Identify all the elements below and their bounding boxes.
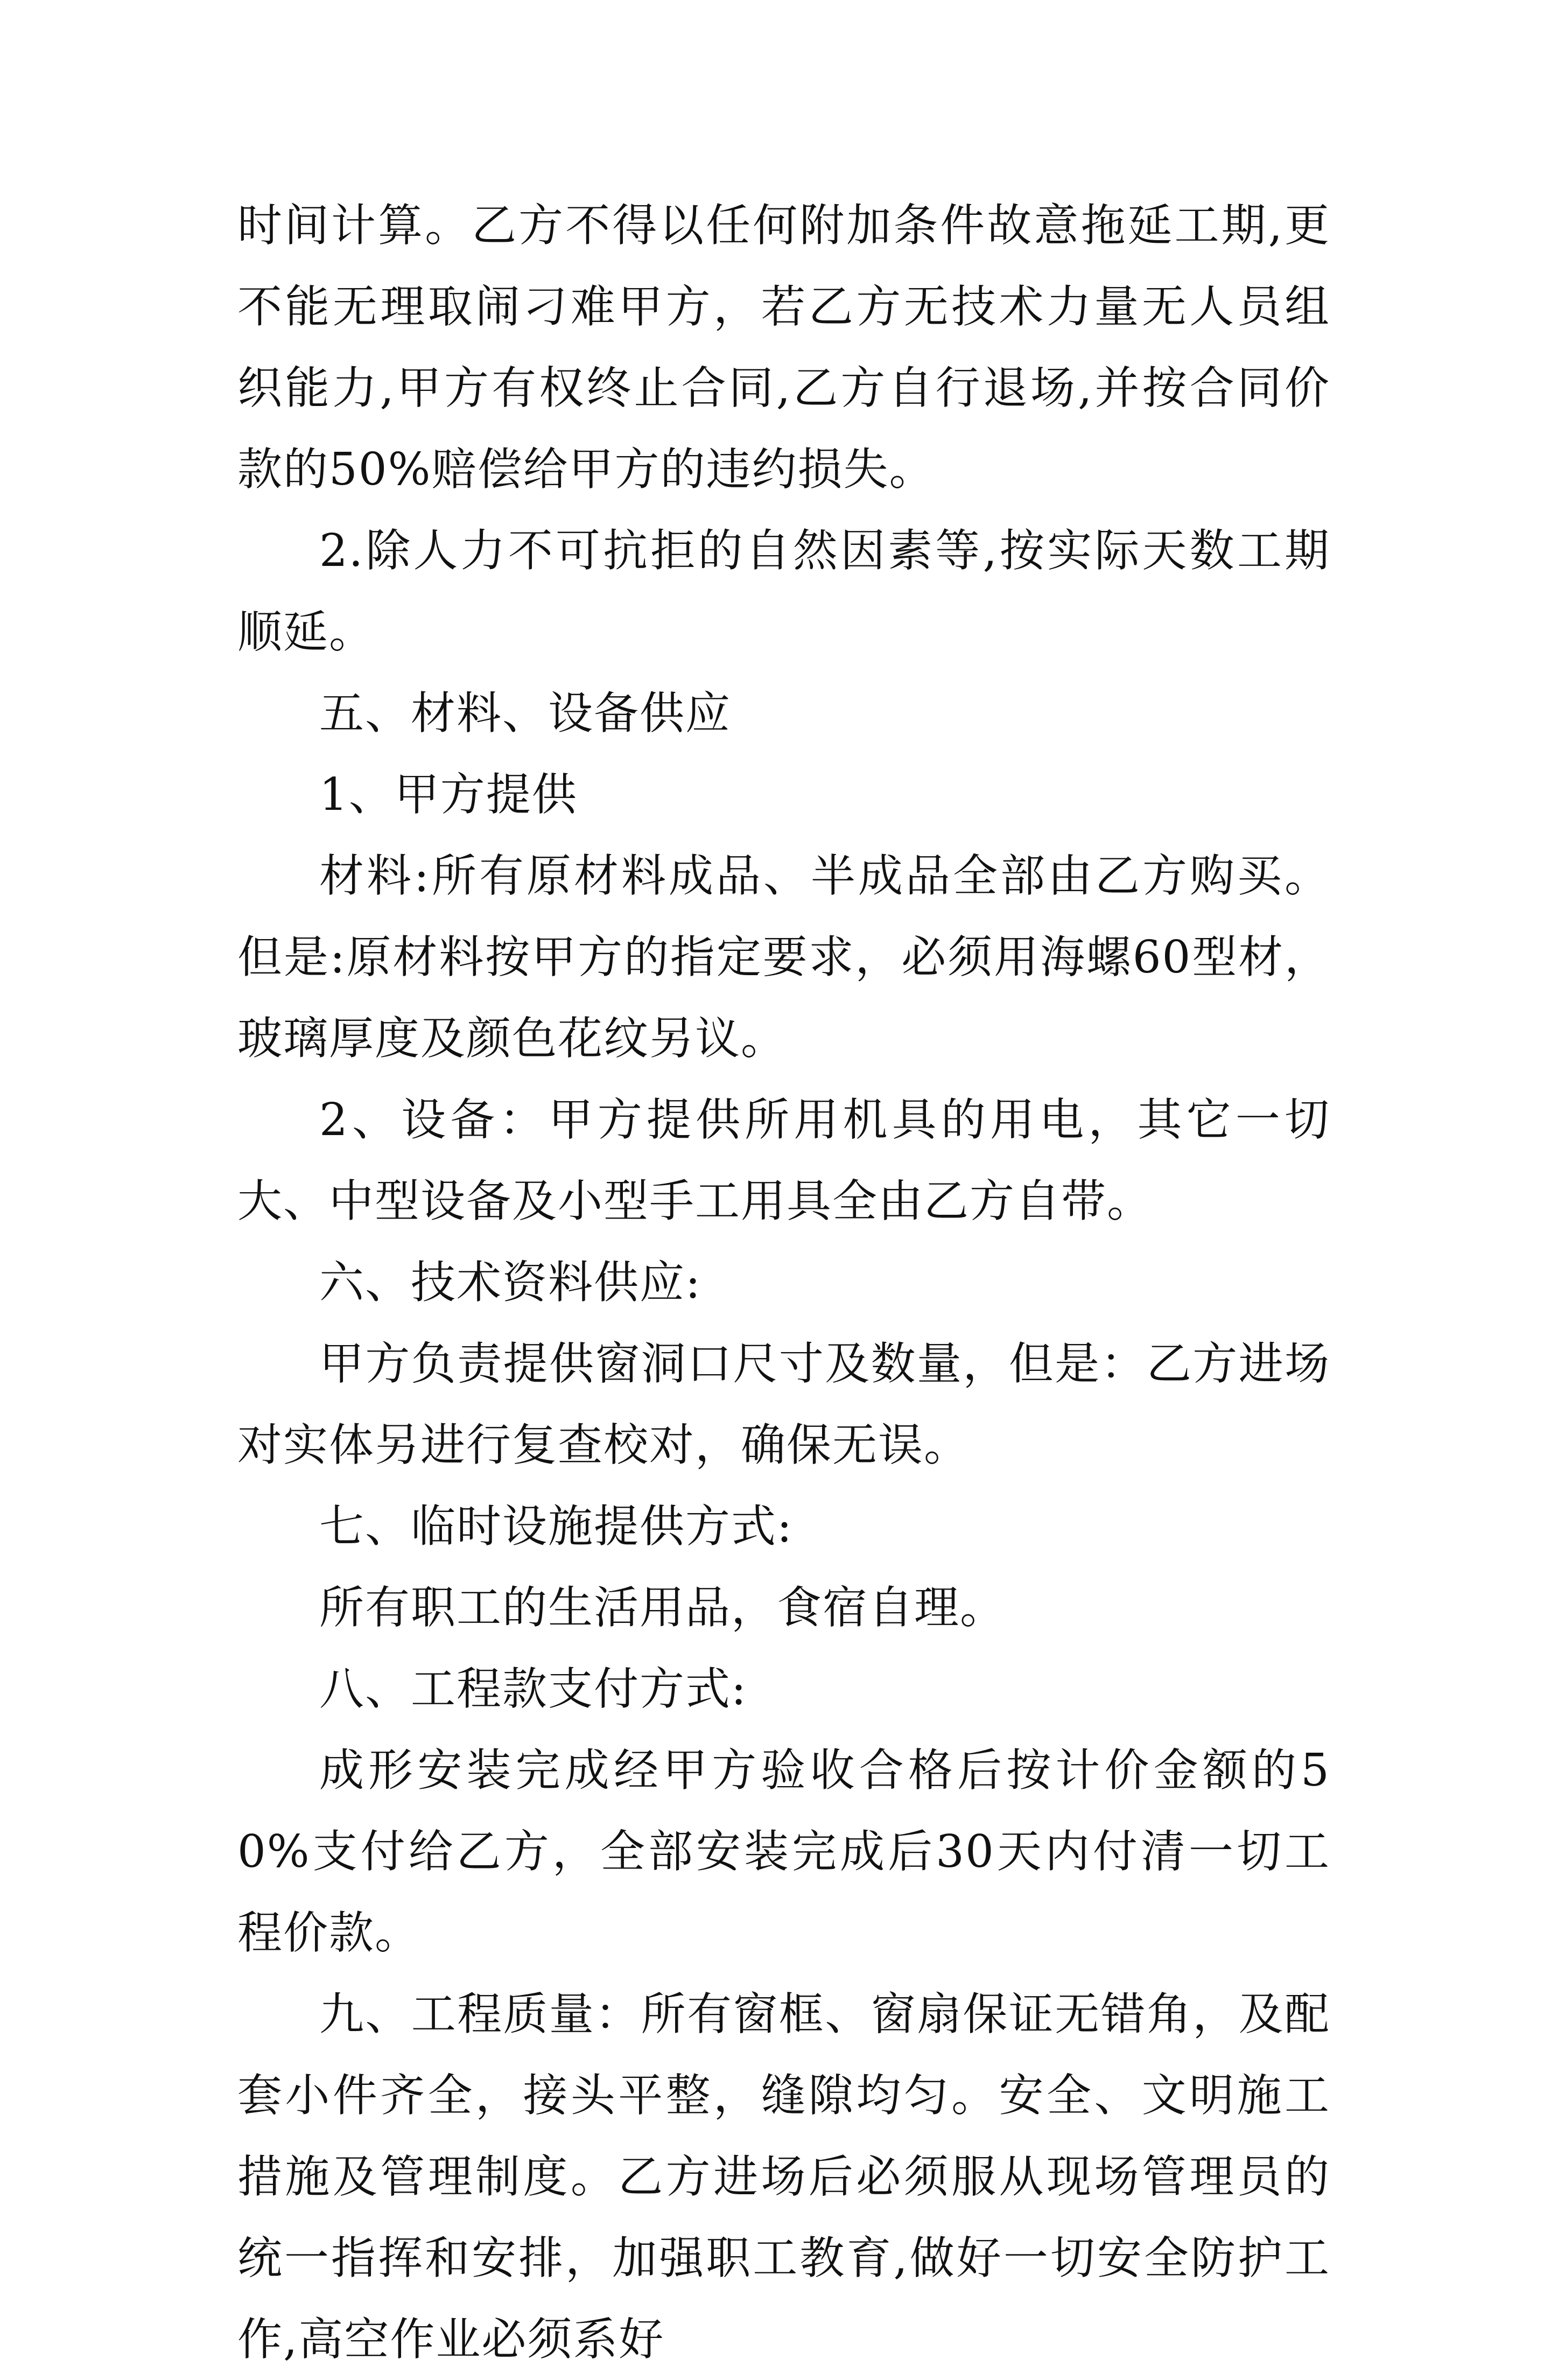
paragraph-technical-data: 甲方负责提供窗洞口尺寸及数量，但是：乙方进场对实体另进行复查校对，确保无误。 xyxy=(237,1338,1330,1471)
paragraph-payment: 成形安装完成经甲方验收合格后按计价金额的50%支付给乙方，全部安装完成后30天内付清一切工程价款。 xyxy=(237,1744,1330,1959)
section-heading-7: 七、临时设施提供方式: xyxy=(319,1500,793,1552)
paragraph-continuation: 时间计算。乙方不得以任何附加条件故意拖延工期,更不能无理取闹刁难甲方，若乙方无技术力量无人员组织能力,甲方有权终止合同,乙方自行退场,并按合同价款的50%赔偿给甲方的违约损失。 xyxy=(237,199,1330,495)
paragraph-clause-4-2: 2.除人力不可抗拒的自然因素等,按实际天数工期顺延。 xyxy=(237,524,1330,658)
section-heading-6: 六、技术资料供应: xyxy=(319,1256,701,1308)
paragraph-temporary-facilities: 所有职工的生活用品，食宿自理。 xyxy=(319,1581,1006,1634)
section-heading-8: 八、工程款支付方式: xyxy=(319,1663,747,1715)
paragraph-quality: 九、工程质量：所有窗框、窗扇保证无错角，及配套小件齐全，接头平整，缝隙均匀。安全、文明施工措施及管理制度。乙方进场后必须服从现场管理员的统一指挥和安排，加强职工教育,做好一切安全防护工作,高空作业必须系好 xyxy=(237,1988,1330,2365)
subheading-5-1: 1、甲方提供 xyxy=(319,768,578,821)
document-body xyxy=(237,185,1330,2380)
section-heading-5: 五、材料、设备供应 xyxy=(319,687,731,739)
paragraph-materials: 材料:所有原材料成品、半成品全部由乙方购买。但是:原材料按甲方的指定要求，必须用海螺60型材，玻璃厚度及颜色花纹另议。 xyxy=(237,850,1330,1065)
paragraph-equipment: 2、设备：甲方提供所用机具的用电，其它一切大、中型设备及小型手工用具全由乙方自带。 xyxy=(237,1094,1330,1227)
